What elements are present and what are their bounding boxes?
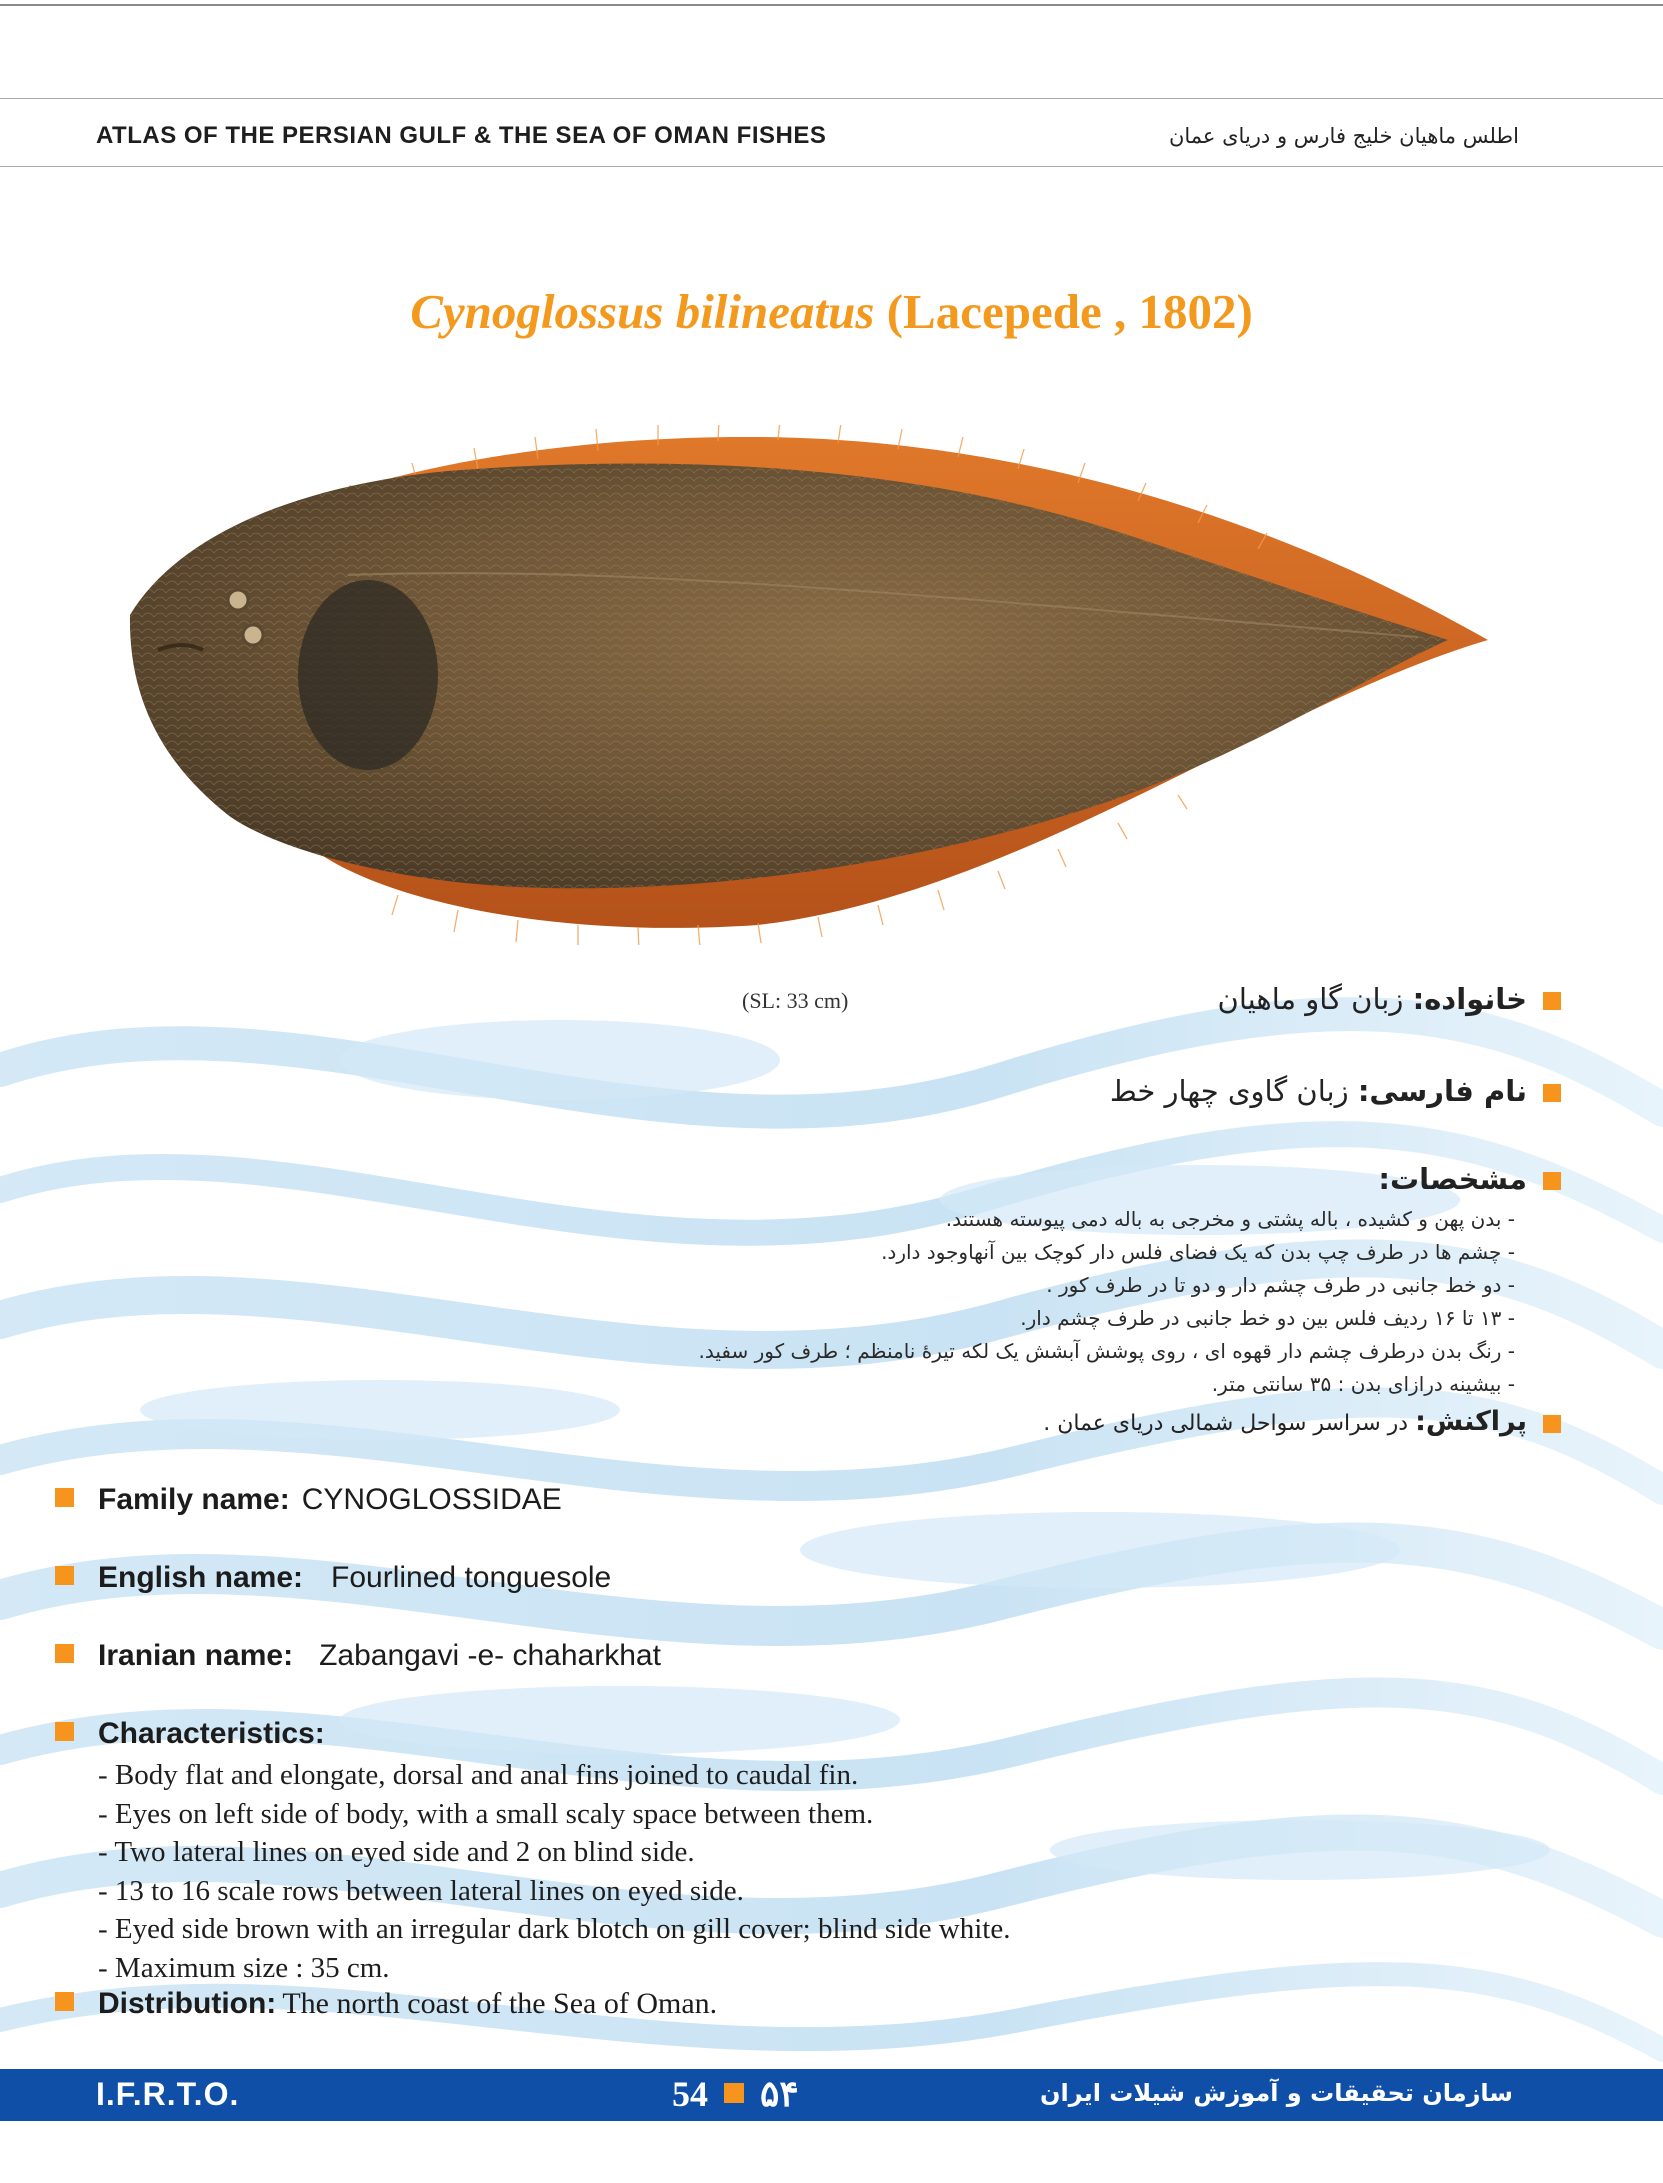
fa-distribution-value: در سراسر سواحل شمالی دریای عمان . xyxy=(1043,1411,1409,1436)
fa-family-label: خانواده: xyxy=(1412,982,1527,1016)
bullet-square-icon xyxy=(55,1488,74,1507)
footer-org-en: I.F.R.T.O. xyxy=(96,2076,240,2112)
fa-characteristics-list xyxy=(698,1203,1515,1401)
list-item: - Two lateral lines on eyed side and 2 on blind side. xyxy=(98,1836,695,1868)
bullet-square-icon xyxy=(55,1644,74,1663)
en-english-name xyxy=(55,1561,611,1595)
species-title xyxy=(0,283,1663,340)
header-rule-top xyxy=(0,98,1663,99)
page-number-persian: ۵۴ xyxy=(760,2074,799,2114)
en-english-value: Fourlined tonguesole xyxy=(331,1561,612,1594)
list-item: - Eyes on left side of body, with a small scaly space between them. xyxy=(98,1797,874,1830)
en-family xyxy=(55,1483,562,1517)
fa-characteristics-label: مشخصات: xyxy=(1378,1162,1527,1196)
footer-org-fa: سازمان تحقیقات و آموزش شیلات ایران xyxy=(1040,2079,1513,2107)
fa-name-value: زبان گاوی چهار خط xyxy=(1109,1074,1349,1108)
list-item: - Body flat and elongate, dorsal and anal fins joined to caudal fin. xyxy=(98,1759,859,1791)
list-item: - چشم ها در طرف چپ بدن که یک فضای فلس دار کوچک بین آنهاوجود دارد. xyxy=(881,1240,1515,1264)
size-caption: (SL: 33 cm) xyxy=(742,988,849,1013)
list-item: - دو خط جانبی در طرف چشم دار و دو تا در طرف کور . xyxy=(1046,1273,1515,1297)
fa-family xyxy=(1218,982,1561,1016)
header-rule-bottom xyxy=(0,166,1663,167)
top-rule xyxy=(0,4,1663,6)
species-authority: (Lacepede , 1802) xyxy=(886,284,1253,339)
list-item: - Eyed side brown with an irregular dark blotch on gill cover; blind side white. xyxy=(98,1913,1011,1945)
bullet-square-icon xyxy=(55,1992,74,2011)
fa-characteristics-heading xyxy=(1378,1162,1561,1196)
header-title-en: ATLAS OF THE PERSIAN GULF & THE SEA OF OMAN FISHES xyxy=(96,122,827,149)
en-characteristics-heading xyxy=(55,1717,325,1751)
bullet-square-icon xyxy=(55,1722,74,1741)
en-distribution xyxy=(55,1987,717,2021)
en-characteristics-list xyxy=(98,1756,1010,1987)
en-family-label: Family name: xyxy=(98,1483,290,1516)
en-iranian-label: Iranian name: xyxy=(98,1639,294,1672)
en-family-value: CYNOGLOSSIDAE xyxy=(301,1483,562,1516)
fish-photo xyxy=(118,425,1508,945)
fa-distribution-label: پراکنش: xyxy=(1415,1406,1527,1437)
fa-distribution xyxy=(1043,1406,1561,1437)
en-iranian-name xyxy=(55,1639,661,1673)
bullet-square-icon xyxy=(1543,1415,1561,1433)
en-iranian-value: Zabangavi -e- chaharkhat xyxy=(319,1639,661,1672)
header-title-fa: اطلس ماهیان خلیج فارس و دریای عمان xyxy=(1168,124,1519,148)
bullet-square-icon xyxy=(55,1566,74,1585)
list-item: - 13 to 16 scale rows between lateral lines on eyed side. xyxy=(98,1874,744,1907)
list-item: - بدن پهن و کشیده ، باله پشتی و مخرجی به باله دمی پیوسته هستند. xyxy=(945,1207,1515,1231)
list-item: - بیشینه درازای بدن : ۳۵ سانتی متر. xyxy=(1211,1372,1515,1396)
fa-family-value: زبان گاو ماهیان xyxy=(1217,982,1404,1016)
page-number xyxy=(672,2073,799,2115)
list-item: - Maximum size : 35 cm. xyxy=(98,1951,390,1984)
fa-name-label: نام فارسی: xyxy=(1357,1074,1527,1108)
scientific-name: Cynoglossus bilineatus xyxy=(410,284,875,339)
en-distribution-value: The north coast of the Sea of Oman. xyxy=(282,1987,718,2020)
en-characteristics-label: Characteristics: xyxy=(98,1717,325,1750)
bullet-square-icon xyxy=(724,2083,744,2103)
bullet-square-icon xyxy=(1543,1172,1561,1190)
fa-name xyxy=(1110,1074,1561,1108)
bullet-square-icon xyxy=(1543,1084,1561,1102)
bullet-square-icon xyxy=(1543,992,1561,1010)
page-number-latin: 54 xyxy=(672,2074,708,2114)
en-distribution-label: Distribution: xyxy=(98,1987,277,2020)
en-english-label: English name: xyxy=(98,1561,304,1594)
list-item: - رنگ بدن درطرف چشم دار قهوه ای ، روی پوشش آبشش یک لکه تیرهٔ نامنظم ؛ طرف کور سفید. xyxy=(698,1339,1515,1363)
list-item: - ۱۳ تا ۱۶ ردیف فلس بین دو خط جانبی در طرف چشم دار. xyxy=(1020,1306,1515,1330)
